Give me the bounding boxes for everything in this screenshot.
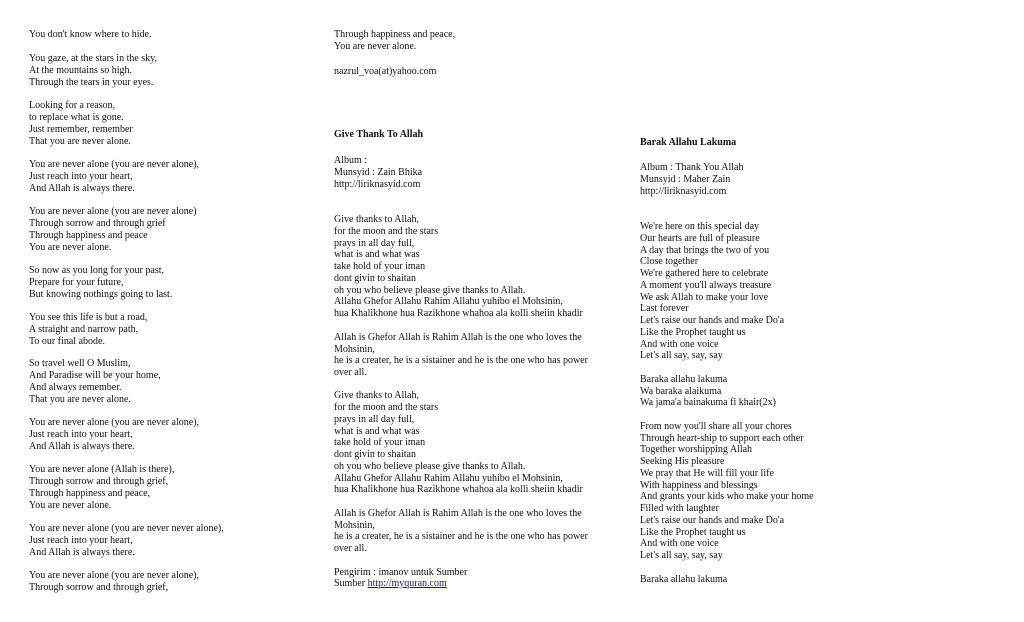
lyric-line: Let's raise our hands and make Do'a (640, 515, 785, 526)
lyric-line: take hold of your iman (334, 437, 426, 448)
lyric-line: So travel well O Muslim, (29, 358, 131, 369)
lyric-line: Our hearts are full of pleasure (640, 233, 760, 244)
lyric-line: dont givin to shaitan (334, 273, 416, 284)
song-title: Give Thank To Allah (334, 129, 424, 140)
album-info: Album : Thank You Allah (640, 162, 744, 173)
lyric-line: You are never alone. (29, 242, 112, 253)
lyric-line: hua Khalikhone hua Razikhone whahoa ala kolli sheiin khadir (334, 308, 583, 319)
lyric-line: You see this life is but a road, (29, 312, 148, 323)
lyric-line: That you are never alone. (29, 136, 131, 147)
lyric-line: Wa jama'a bainakuma fi khair(2x) (640, 397, 776, 408)
lyric-line: prays in all day full, (334, 238, 415, 249)
album-info: Album : (334, 155, 368, 166)
lyric-line: You are never alone. (334, 41, 417, 52)
sender-line: Pengirim : imanov untuk Sumber (334, 567, 468, 578)
source-line (334, 578, 447, 590)
lyric-line: Baraka allahu lakuma (640, 374, 728, 385)
lyric-line: take hold of your iman (334, 261, 426, 272)
lyric-line: Allah is Ghefor Allah is Rahim Allah is the one who loves the (334, 508, 582, 519)
lyric-line: We pray that He will fill your life (640, 468, 774, 479)
lyric-line: Close together (640, 256, 699, 267)
lyric-line: A straight and narrow path, (29, 324, 139, 335)
lyric-line: Let's raise our hands and make Do'a (640, 315, 785, 326)
lyric-line: And with one voice (640, 339, 719, 350)
lyric-line: Through heart-ship to support each other (640, 433, 804, 444)
lyric-line: And Allah is always there. (29, 547, 135, 558)
source-link[interactable]: http://myquran.com (367, 578, 447, 589)
lyric-line: oh you who believe please give thanks to Allah. (334, 461, 526, 472)
lyric-line: Through sorrow and through grief, (29, 582, 169, 593)
lyric-line: A moment you'll always treasure (640, 280, 772, 291)
lyric-line: You gaze, at the stars in the sky, (29, 53, 158, 64)
lyric-line: To our final abode. (29, 336, 105, 347)
lyric-line: Like the Prophet taught us (640, 527, 746, 538)
lyric-line: Just reach into your heart, (29, 535, 133, 546)
lyric-line: Mohsinin, (334, 344, 375, 355)
lyric-line: And Allah is always there. (29, 441, 135, 452)
lyric-line: But knowing nothings going to last. (29, 289, 173, 300)
lyric-line: Through happiness and peace (29, 230, 148, 241)
lyric-line: Through happiness and peace, (29, 488, 151, 499)
lyric-line: Through sorrow and through grief, (29, 476, 169, 487)
source-url: http://liriknasyid.com (640, 186, 727, 197)
source-url: http://liriknasyid.com (334, 179, 421, 190)
lyric-line: We're gathered here to celebrate (640, 268, 769, 279)
lyric-line: We're here on this special day (640, 221, 760, 232)
munsyid-info: Munsyid : Zain Bhika (334, 167, 423, 178)
contact-email: nazrul_voa(at)yahoo.com (334, 66, 437, 77)
lyric-line: And Allah is always there. (29, 183, 135, 194)
lyric-line: You don't know where to hide. (29, 29, 152, 40)
lyric-line: he is a creater, he is a sistainer and he is the one who has power (334, 531, 588, 542)
lyric-line: From now you'll share all your chores (640, 421, 792, 432)
lyric-line: With happiness and blessings (640, 480, 758, 491)
lyric-line: what is and what was (334, 249, 420, 260)
lyric-line: hua Khalikhone hua Razikhone whahoa ala kolli sheiin khadir (334, 484, 583, 495)
lyric-line: Through the tears in your eyes. (29, 77, 154, 88)
lyric-line: prays in all day full, (334, 414, 415, 425)
lyric-line: You are never alone. (29, 500, 112, 511)
lyric-line: Through sorrow and through grief (29, 218, 166, 229)
lyric-line: Through happiness and peace, (334, 29, 456, 40)
lyric-line: oh you who believe please give thanks to Allah. (334, 285, 526, 296)
lyric-line: Mohsinin, (334, 520, 375, 531)
lyric-line: A day that brings the two of you (640, 245, 770, 256)
lyric-line: Let's all say, say, say (640, 350, 723, 361)
lyric-line: for the moon and the stars (334, 402, 439, 413)
lyric-line: You are never alone (you are never alone) (29, 206, 197, 217)
lyric-line: Together worshipping Allah (640, 444, 753, 455)
lyric-line: That you are never alone. (29, 394, 131, 405)
lyric-line: Seeking His pleasure (640, 456, 725, 467)
lyric-line: Give thanks to Allah, (334, 390, 419, 401)
lyric-line: over all. (334, 543, 367, 554)
lyric-line: Last forever (640, 303, 689, 314)
lyric-line: Allahu Ghefor Allahu Rahim Allahu yuhibo el Mohsinin, (334, 296, 563, 307)
lyric-line: Just reach into your heart, (29, 429, 133, 440)
lyric-line: You are never alone (you are never alone), (29, 417, 200, 428)
lyric-line: Prepare for your future, (29, 277, 124, 288)
lyric-line: Just remember, remember (29, 124, 133, 135)
lyric-line: You are never alone (Allah is there), (29, 464, 175, 475)
lyric-line: he is a creater, he is a sistainer and he is the one who has power (334, 355, 588, 366)
lyric-line: Allah is Ghefor Allah is Rahim Allah is the one who loves the (334, 332, 582, 343)
lyric-line: Looking for a reason, (29, 100, 116, 111)
lyric-line: to replace what is gone. (29, 112, 124, 123)
lyric-line: Wa baraka alaikuma (640, 386, 722, 397)
lyric-line: Filled with laughter (640, 503, 719, 514)
lyric-line: We ask Allah to make your love (640, 292, 769, 303)
lyric-line: At the mountains so high. (29, 65, 133, 76)
lyric-line: And grants your kids who make your home (640, 491, 814, 502)
lyric-line: Just reach into your heart, (29, 171, 133, 182)
lyric-line: dont givin to shaitan (334, 449, 416, 460)
lyric-line: Give thanks to Allah, (334, 214, 419, 225)
lyric-line: for the moon and the stars (334, 226, 439, 237)
lyric-line: You are never alone (you are never alone), (29, 159, 200, 170)
lyric-line: Let's all say, say, say (640, 550, 723, 561)
lyric-line: You are never alone (you are never never alone), (29, 523, 224, 534)
lyric-line: Baraka allahu lakuma (640, 574, 728, 585)
lyric-line: And always remember. (29, 382, 122, 393)
source-label: Sumber (334, 578, 368, 589)
lyric-line: So now as you long for your past, (29, 265, 164, 276)
lyric-line: over all. (334, 367, 367, 378)
lyric-line: Like the Prophet taught us (640, 327, 746, 338)
lyric-line: Allahu Ghefor Allahu Rahim Allahu yuhibo el Mohsinin, (334, 473, 563, 484)
song-title: Barak Allahu Lakuma (640, 137, 737, 148)
lyric-line: what is and what was (334, 426, 420, 437)
lyric-line: And Paradise will be your home, (29, 370, 161, 381)
lyric-line: And with one voice (640, 538, 719, 549)
lyric-line: You are never alone (you are never alone), (29, 570, 200, 581)
munsyid-info: Munsyid : Maher Zain (640, 174, 731, 185)
